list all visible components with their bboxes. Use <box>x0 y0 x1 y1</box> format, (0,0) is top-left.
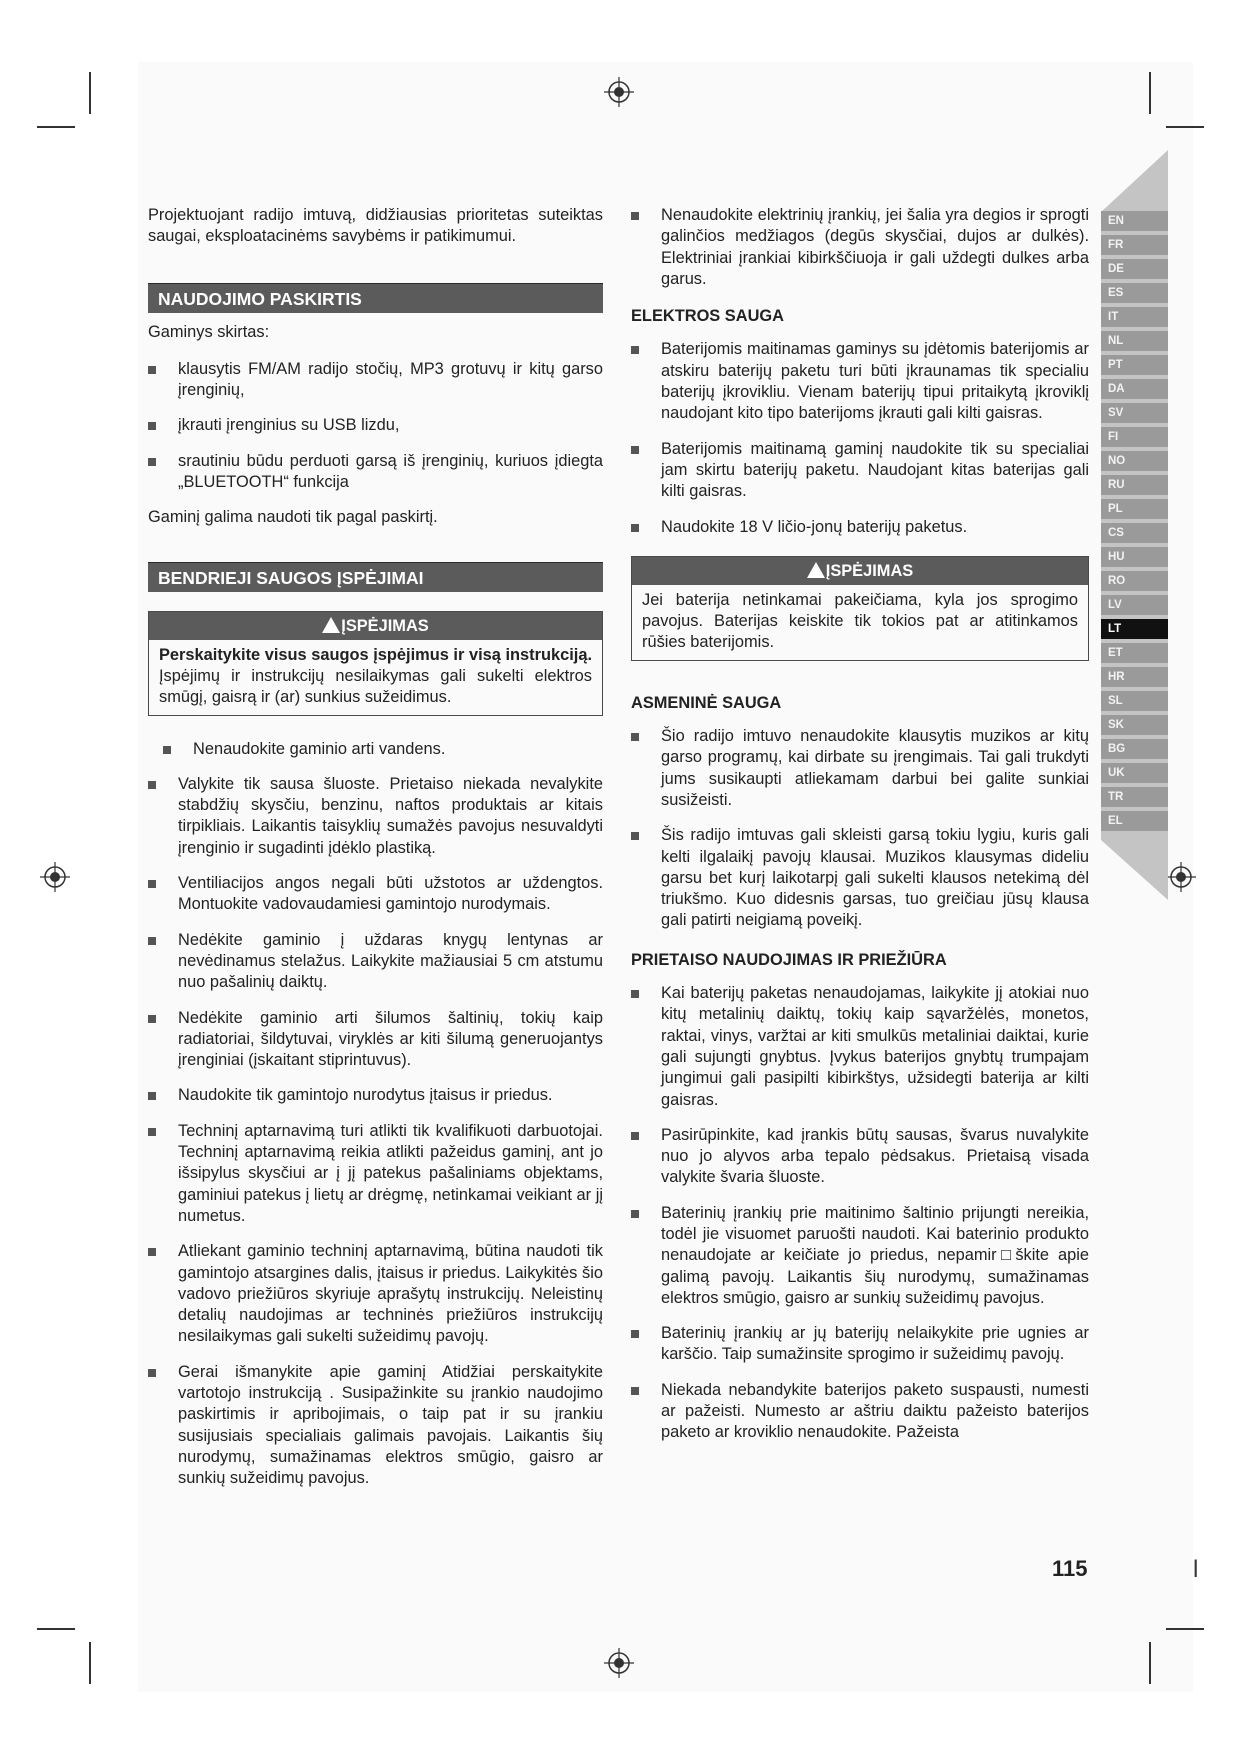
list-item: srautiniu būdu perduoti garsą iš įrenginių, kuriuos įdiegta „BLUETOOTH“ funkcija <box>148 451 603 494</box>
warning-box <box>631 556 1089 661</box>
section-heading-general-safety: BENDRIEJI SAUGOS ĮSPĖJIMAI <box>148 562 603 592</box>
list-item: Niekada nebandykite baterijos paketo suspausti, numesti ar pažeisti. Numesto ar aštriu daiktu pažeisto baterijos paketo ar kroviklio nenaudokite. Pažeista <box>631 1380 1089 1444</box>
intended-use-list <box>148 359 603 493</box>
bullet-icon <box>148 1248 156 1256</box>
registration-mark-icon <box>40 862 70 892</box>
list-item: Šio radijo imtuvo nenaudokite klausytis muzikos ar kitų garso programų, kai dirbate su įrengimais. Tai gali trukdyti jums susikaupti atliekamam darbui bei galite sunkiai susižeisti. <box>631 726 1089 811</box>
language-tab-it[interactable]: IT <box>1101 307 1168 327</box>
list-item: Baterijomis maitinamas gaminys su įdėtomis baterijomis ar atskiru baterijų paketu turi būti įkraunamas tik specialiu baterijų įkrovikliu. Vienam baterijų tipui pritaikytą įkroviklį naudojant kito tipo baterijoms įkrauti gali kilti gaisras. <box>631 339 1089 424</box>
intended-use-closing: Gaminį galima naudoti tik pagal paskirtį. <box>148 508 438 527</box>
registration-mark-icon <box>604 1648 634 1678</box>
section-heading-intended-use: NAUDOJIMO PASKIRTIS <box>148 283 603 313</box>
language-tab-da[interactable]: DA <box>1101 379 1168 399</box>
bullet-icon <box>148 1092 156 1100</box>
crop-mark <box>1149 72 1151 114</box>
language-tab-en[interactable]: EN <box>1101 211 1168 231</box>
bullet-icon <box>148 781 156 789</box>
registration-mark-icon <box>604 77 634 107</box>
bullet-icon <box>148 422 156 430</box>
edge-mark: l <box>1193 1556 1199 1583</box>
language-tab-et[interactable]: ET <box>1101 643 1168 663</box>
language-tab-no[interactable]: NO <box>1101 451 1168 471</box>
list-item: Baterijomis maitinamą gaminį naudokite tik su specialiai jam skirtu baterijų paketu. Naudojant kitas baterijas gali kilti gaisras. <box>631 439 1089 503</box>
use-and-care-list <box>631 983 1089 1444</box>
warning-text: Įspėjimų ir instrukcijų nesilaikymas gali sukelti elektros smūgį, gaisrą ir (ar) sunkius sužeidimus. <box>159 666 592 707</box>
language-tab-es[interactable]: ES <box>1101 283 1168 303</box>
warning-header: ĮSPĖJIMAS <box>632 557 1088 585</box>
personal-safety-list <box>631 726 1089 932</box>
general-safety-list <box>148 739 603 1490</box>
top-list <box>631 205 1089 290</box>
language-tab-sl[interactable]: SL <box>1101 691 1168 711</box>
section-heading-electric-safety: ELEKTROS SAUGA <box>631 307 784 326</box>
warning-triangle-icon <box>807 562 825 578</box>
bullet-icon <box>148 1015 156 1023</box>
section-heading-personal-safety: ASMENINĖ SAUGA <box>631 693 782 712</box>
bullet-icon <box>631 1330 639 1338</box>
language-tab-lv[interactable]: LV <box>1101 595 1168 615</box>
language-tab-nl[interactable]: NL <box>1101 331 1168 351</box>
crop-mark <box>1166 1628 1204 1630</box>
bullet-icon <box>631 346 639 354</box>
bullet-icon <box>148 1369 156 1377</box>
electric-safety-list <box>631 339 1089 537</box>
intro-paragraph: Projektuojant radijo imtuvą, didžiausias prioritetas suteiktas saugai, eksploatacinėms savybėms ir patikimumui. <box>148 206 603 246</box>
list-item: Ventiliacijos angos negali būti užstotos ar uždengtos. Montuokite vadovaudamiesi gamintojo nurodymais. <box>148 873 603 916</box>
language-tab-bg[interactable]: BG <box>1101 739 1168 759</box>
list-item: Naudokite tik gamintojo nurodytus įtaisus ir priedus. <box>148 1085 603 1106</box>
list-item: Gerai išmanykite apie gaminį Atidžiai perskaitykite vartotojo instrukciją . Susipažinkite su įrankio naudojimo paskirtimis ir apribojimais, o taip pat ir su įrankiu susijusiais specialiais galimais pavojais. Laikantis šių nurodymų, sumažinamas elektros smūgio, gaisro ar sunkių sužeidimų pavojus. <box>148 1362 603 1490</box>
crop-mark <box>1149 1642 1151 1684</box>
page-number: 115 <box>1052 1556 1088 1581</box>
bullet-icon <box>148 458 156 466</box>
language-tab-de[interactable]: DE <box>1101 259 1168 279</box>
language-tab-hr[interactable]: HR <box>1101 667 1168 687</box>
list-item: Pasirūpinkite, kad įrankis būtų sausas, švarus nuvalykite nuo jo alyvos arba tepalo pėdsakus. Prietaisą visada valykite švaria šluoste. <box>631 1125 1089 1189</box>
list-item: klausytis FM/AM radijo stočių, MP3 grotuvų ir kitų garso įrenginių, <box>148 359 603 402</box>
section-heading-use-and-care: PRIETAISO NAUDOJIMAS IR PRIEŽIŪRA <box>631 950 947 969</box>
language-tab-ru[interactable]: RU <box>1101 475 1168 495</box>
language-tab-uk[interactable]: UK <box>1101 763 1168 783</box>
list-item: Nenaudokite elektrinių įrankių, jei šalia yra degios ir sprogti galinčios medžiagos (degūs skysčiai, dujos ar dulkės). Elektriniai įrankiai kibirkščiuoja ir gali uždegti dulkes arba garus. <box>631 205 1089 290</box>
language-tab-tr[interactable]: TR <box>1101 787 1168 807</box>
language-tab-el[interactable]: EL <box>1101 811 1168 831</box>
language-tab-sk[interactable]: SK <box>1101 715 1168 735</box>
registration-mark-icon <box>1166 862 1196 892</box>
warning-body: Jei baterija netinkamai pakeičiama, kyla jos sprogimo pavojus. Baterijas keiskite tik tokios pat ar atitinkamos rūšies baterijomis. <box>642 590 1078 652</box>
list-item: Nenaudokite gaminio arti vandens. <box>148 739 603 760</box>
language-tab-fr[interactable]: FR <box>1101 235 1168 255</box>
right-column <box>631 205 1089 1458</box>
language-tab-hu[interactable]: HU <box>1101 547 1168 567</box>
bullet-icon <box>148 937 156 945</box>
bullet-icon <box>163 746 171 754</box>
bullet-icon <box>631 733 639 741</box>
list-item: įkrauti įrenginius su USB lizdu, <box>148 415 603 436</box>
bullet-icon <box>148 366 156 374</box>
language-tab-fi[interactable]: FI <box>1101 427 1168 447</box>
bullet-icon <box>631 832 639 840</box>
bullet-icon <box>631 446 639 454</box>
list-item: Baterinių įrankių prie maitinimo šaltinio prijungti nereikia, todėl jie visuomet paruošti naudoti. Kai baterinio produkto nenaudojate ar keičiate jo priedus, nepamir□škite apie galimą pavojų. Laikantis šių nurodymų, sumažinamas elektros smūgio, gaisro ar sunkių sužeidimų pavojus. <box>631 1203 1089 1309</box>
left-column <box>148 205 603 1503</box>
language-tab-ro[interactable]: RO <box>1101 571 1168 591</box>
list-item: Atliekant gaminio techninį aptarnavimą, būtina naudoti tik gamintojo atsargines dalis, įtaisus ir priedus. Laikykitės šio vadovo priežiūros skyriuje aprašytų instrukcijų. Neleistinų detalių naudojimas ar techninės priežiūros instrukcijų nesilaikymas gali sukelti sužeidimų pavojų. <box>148 1241 603 1347</box>
bullet-icon <box>148 880 156 888</box>
crop-mark <box>37 126 75 128</box>
crop-mark <box>89 1642 91 1684</box>
list-item: Nedėkite gaminio į uždaras knygų lentynas ar nevėdinamus stelažus. Laikykite mažiausiai 5 cm atstumu nuo pašalinių daiktų. <box>148 930 603 994</box>
language-tab-pl[interactable]: PL <box>1101 499 1168 519</box>
language-tab-cs[interactable]: CS <box>1101 523 1168 543</box>
warning-bold-text: Perskaitykite visus saugos įspėjimus ir visą instrukciją. <box>159 645 592 664</box>
crop-mark <box>1166 126 1204 128</box>
language-tab-lt[interactable]: LT <box>1101 619 1168 639</box>
bullet-icon <box>631 212 639 220</box>
bullet-icon <box>631 990 639 998</box>
bullet-icon <box>631 1132 639 1140</box>
language-tab-sv[interactable]: SV <box>1101 403 1168 423</box>
list-item: Šis radijo imtuvas gali skleisti garsą tokiu lygiu, kuris gali kelti ilgalaikį pavojų klausai. Muzikos klausymas dideliu garsu bet kurį laikotarpį gali sukelti klausos netekimą dėl triukšmo. Kuo didesnis garsas, tuo greičiau jūsų klausa gali patirti neigiamą poveikį. <box>631 825 1089 931</box>
list-item: Valykite tik sausa šluoste. Prietaiso niekada nevalykite stabdžių skysčiu, benzinu, naftos produktais ar kitais tirpikliais. Laikantis taisyklių sumažės pavojus nesuvaldyti įrenginio ir sugadinti įdėklo plastiką. <box>148 774 603 859</box>
list-item: Baterinių įrankių ar jų baterijų nelaikykite prie ugnies ar karščio. Taip sumažinsite sprogimo ir sužeidimų pavojų. <box>631 1323 1089 1366</box>
warning-body <box>149 640 602 715</box>
crop-mark <box>37 1628 75 1630</box>
list-item: Naudokite 18 V ličio-jonų baterijų paketus. <box>631 517 1089 538</box>
language-tab-pt[interactable]: PT <box>1101 355 1168 375</box>
list-item: Nedėkite gaminio arti šilumos šaltinių, tokių kaip radiatoriai, šildytuvai, viryklės ar kiti šilumą generuojantys įrenginiai (įskaitant stiprintuvus). <box>148 1008 603 1072</box>
warning-box <box>148 611 603 716</box>
bullet-icon <box>631 524 639 532</box>
crop-mark <box>89 72 91 114</box>
list-item: Techninį aptarnavimą turi atlikti tik kvalifikuoti darbuotojai. Techninį aptarnavimą reikia atlikti pažeidus gaminį, ant jo išsipylus skysčiui ar į jį patekus pašaliniams objektams, gaminiui patekus į lietų ar drėgmę, netinkamai veikiant ar jį numetus. <box>148 1121 603 1227</box>
bullet-icon <box>631 1210 639 1218</box>
bullet-icon <box>148 1128 156 1136</box>
list-item: Kai baterijų paketas nenaudojamas, laikykite jį atokiai nuo kitų metalinių daiktų, tokių kaip sąvaržėlės, monetos, raktai, vinys, varžtai ar kiti smulkūs metaliniai daiktai, kurie gali sujungti gnybtus. Įvykus baterijos gnybtų trumpajam jungimui gali pasipilti kibirkštys, užsidegti baterija ar kilti gaisras. <box>631 983 1089 1111</box>
warning-header: ĮSPĖJIMAS <box>149 612 602 640</box>
warning-triangle-icon <box>322 617 340 633</box>
bullet-icon <box>631 1387 639 1395</box>
intended-use-lead: Gaminys skirtas: <box>148 322 270 341</box>
